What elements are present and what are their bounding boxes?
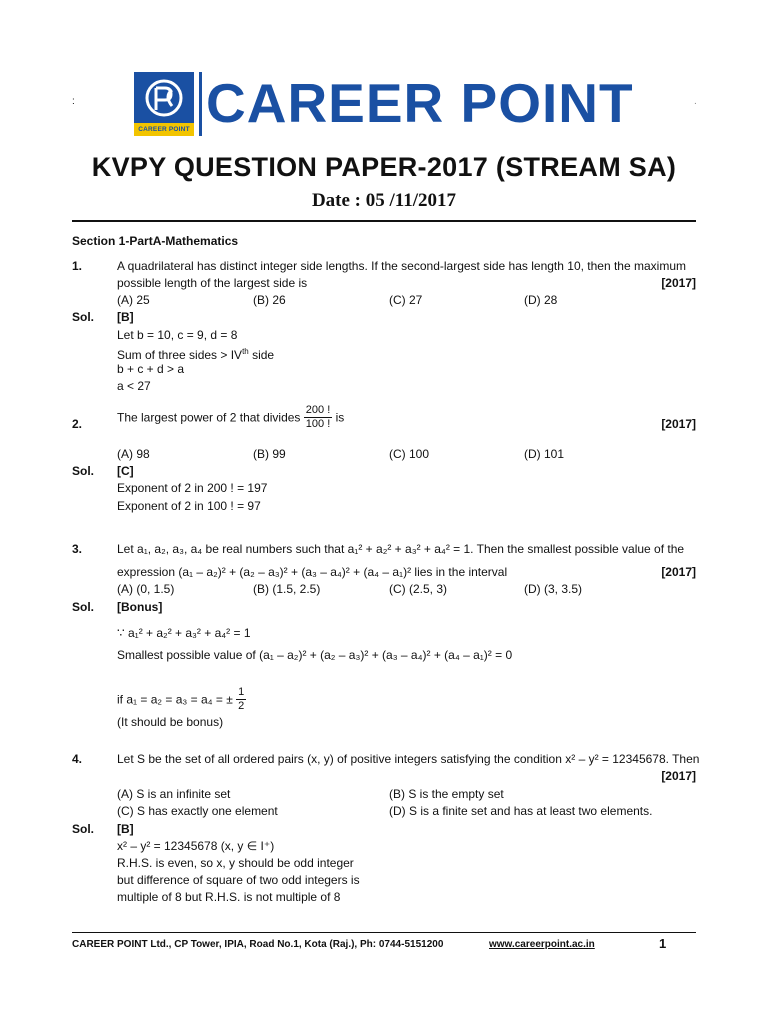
- fraction: $\frac{1}{2}$: [238, 686, 245, 712]
- footer-divider: [72, 932, 696, 933]
- option-b: (B) 99: [253, 447, 286, 461]
- solution-line: Exponent of 2 in 200 ! = 197: [117, 481, 268, 495]
- solution-line: but difference of square of two odd integers is: [117, 873, 360, 887]
- question-year: [2017]: [661, 565, 696, 579]
- solution-line: ∵ a₁² + a₂² + a₃² + a₄² = 1: [117, 626, 251, 640]
- solution-answer: [C]: [117, 464, 134, 478]
- footer-address: CAREER POINT Ltd., CP Tower, IPIA, Road No.1, Kota (Raj.), Ph: 0744-5151200: [72, 939, 444, 950]
- logo-divider: [199, 72, 202, 136]
- question-year: [2017]: [661, 276, 696, 290]
- option-c: (C) 100: [389, 447, 430, 461]
- solution-label: Sol.: [72, 600, 95, 614]
- solution-line: Exponent of 2 in 100 ! = 97: [117, 499, 261, 513]
- page-number: 1: [659, 936, 667, 951]
- question-text-line: The largest power of 2 that divides $\frac{200 !}{100 !}$ is: [117, 404, 345, 430]
- option-b: (B) S is the empty set: [389, 787, 504, 801]
- exam-date: Date : 05 /11/2017: [311, 190, 457, 211]
- question-text-line: Let S be the set of all ordered pairs (x, y) of positive integers satisfying the condition x² – y² = 12345678. Then: [117, 752, 700, 766]
- section-heading: Section 1-PartA-Mathematics: [72, 234, 239, 248]
- option-d: (D) 28: [524, 293, 558, 307]
- solution-label: Sol.: [72, 822, 95, 836]
- question-number: 3.: [72, 542, 83, 556]
- logo-emblem-icon: [134, 72, 194, 124]
- header-left-mark: :: [72, 96, 75, 107]
- question-text-line: A quadrilateral has distinct integer side lengths. If the second-largest side has length 10, then the maximum: [117, 259, 686, 273]
- fraction: $\frac{200 !}{100 !}$: [305, 404, 331, 430]
- solution-answer: [B]: [117, 822, 134, 836]
- option-d: (D) (3, 3.5): [524, 582, 583, 596]
- header-divider: [72, 220, 696, 222]
- option-a: (A) (0, 1.5): [117, 582, 175, 596]
- solution-line: Let b = 10, c = 9, d = 8: [117, 328, 238, 342]
- question-text-line: possible length of the largest side is: [117, 276, 308, 290]
- logo-subtext: CAREER POINT: [134, 123, 194, 136]
- question-year: [2017]: [661, 417, 696, 431]
- option-c: (C) (2.5, 3): [389, 582, 448, 596]
- solution-label: Sol.: [72, 464, 95, 478]
- question-number: 2.: [72, 417, 83, 431]
- option-c: (C) S has exactly one element: [117, 804, 278, 818]
- question-number: 4.: [72, 752, 83, 766]
- option-d: (D) S is a finite set and has at least two elements.: [389, 804, 653, 818]
- header-right-mark: .: [694, 96, 697, 107]
- page-title: KVPY QUESTION PAPER-2017 (STREAM SA): [91, 152, 677, 182]
- solution-line: (It should be bonus): [117, 715, 224, 729]
- solution-line: multiple of 8 but R.H.S. is not multiple of 8: [117, 890, 341, 904]
- option-b: (B) 26: [253, 293, 286, 307]
- option-b: (B) (1.5, 2.5): [253, 582, 321, 596]
- option-c: (C) 27: [389, 293, 423, 307]
- solution-line: if a₁ = a₂ = a₃ = a₄ = ± $\frac{1}{2}$: [117, 686, 245, 712]
- solution-line: a < 27: [117, 379, 151, 393]
- option-a: (A) 25: [117, 293, 150, 307]
- brand-name: CAREER POINT: [206, 72, 634, 134]
- solution-line: Smallest possible value of (a₁ – a₂)² + (a₂ – a₃)² + (a₃ – a₄)² + (a₄ – a₁)² = 0: [117, 648, 513, 662]
- solution-answer: [B]: [117, 310, 134, 324]
- solution-answer: [Bonus]: [117, 600, 163, 614]
- footer-website-link[interactable]: www.careerpoint.ac.in: [489, 939, 595, 950]
- career-point-logo: [134, 72, 194, 136]
- question-text-line: Let a₁, a₂, a₃, a₄ be real numbers such that a₁² + a₂² + a₃² + a₄² = 1. Then the smallest possible value of the: [117, 542, 685, 556]
- question-number: 1.: [72, 259, 83, 273]
- solution-line: x² – y² = 12345678 (x, y ∈ I⁺): [117, 839, 275, 853]
- option-a: (A) 98: [117, 447, 150, 461]
- solution-label: Sol.: [72, 310, 95, 324]
- option-a: (A) S is an infinite set: [117, 787, 231, 801]
- option-d: (D) 101: [524, 447, 565, 461]
- solution-line: R.H.S. is even, so x, y should be odd integer: [117, 856, 354, 870]
- question-year: [2017]: [661, 769, 696, 783]
- solution-line: Sum of three sides > IVth side: [117, 347, 275, 362]
- question-text-line: expression (a₁ – a₂)² + (a₂ – a₃)² + (a₃ – a₄)² + (a₄ – a₁)² lies in the interval: [117, 565, 508, 579]
- solution-line: b + c + d > a: [117, 362, 185, 376]
